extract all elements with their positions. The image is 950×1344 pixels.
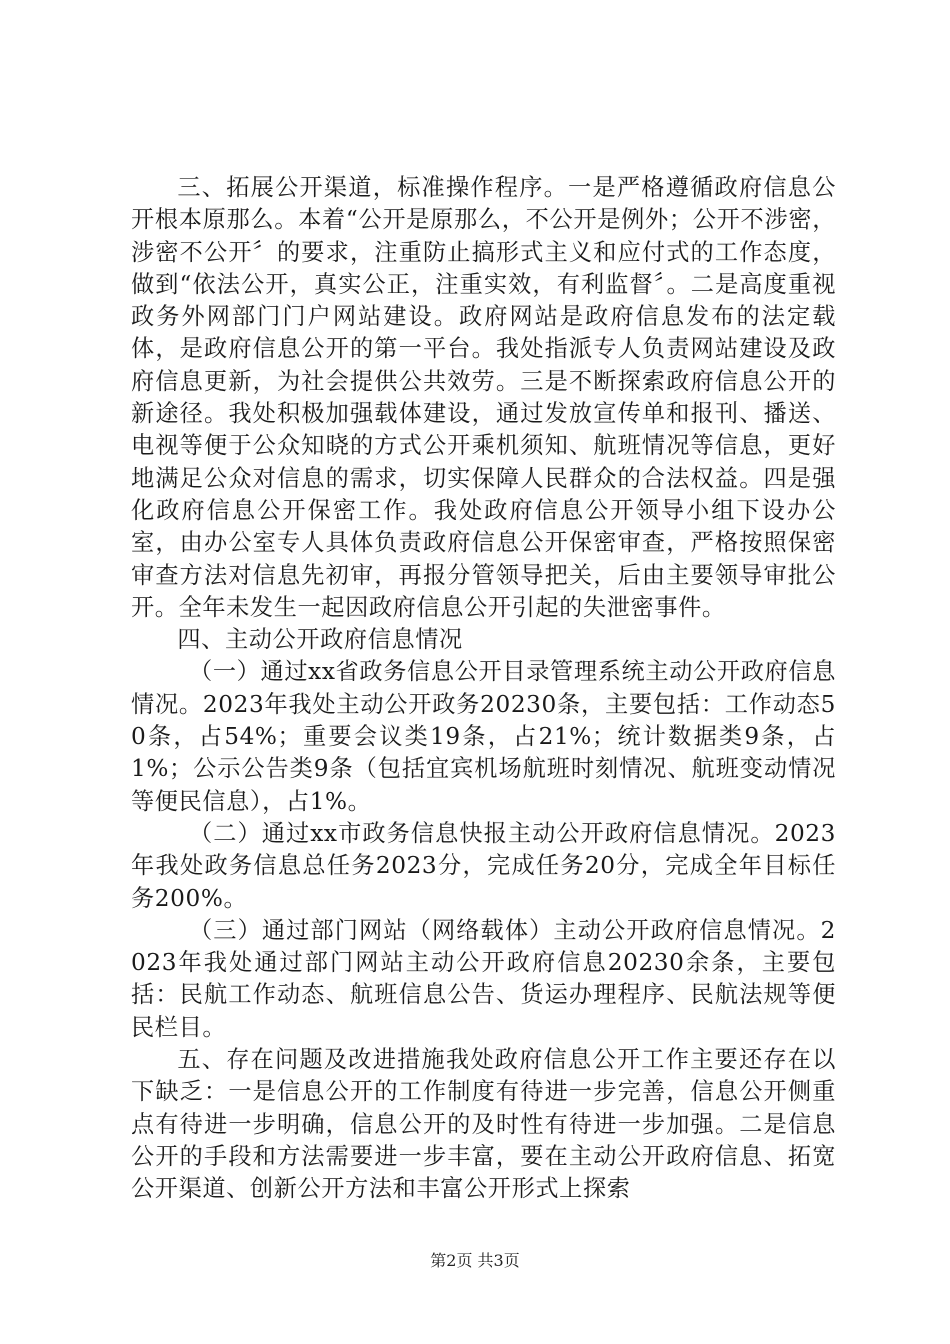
document-body	[131, 172, 836, 1206]
paragraph-section-5: 五、存在问题及改进措施我处政府信息公开工作主要还存在以下缺乏：一是信息公开的工作制度有待进一步完善，信息公开侧重点有待进一步明确，信息公开的及时性有待进一步加强。二是信息公开的手段和方法需要进一步丰富，要在主动公开政府信息、拓宽公开渠道、创新公开方法和丰富公开形式上探索	[131, 1046, 836, 1203]
paragraph-section-3: 三、拓展公开渠道，标准操作程序。一是严格遵循政府信息公开根本原那么。本着“公开是原那么，不公开是例外；公开不涉密，涉密不公开〞的要求，注重防止搞形式主义和应付式的工作态度，做到“依法公开，真实公正，注重实效，有利监督〞。二是高度重视政务外网部门门户网站建设。政府网站是政府信息发布的法定载体，是政府信息公开的第一平台。我处指派专人负责网站建设及政府信息更新，为社会提供公共效劳。三是不断探索政府信息公开的新途径。我处积极加强载体建设，通过发放宣传单和报刊、播送、电视等便于公众知晓的方式公开乘机须知、航班情况等信息，更好地满足公众对信息的需求，切实保障人民群众的合法权益。四是强化政府信息公开保密工作。我处政府信息公开领导小组下设办公室，由办公室专人具体负责政府信息公开保密审查，严格按照保密审查方法对信息先初审，再报分管领导把关，后由主要领导审批公开。全年未发生一起因政府信息公开引起的失泄密事件。	[131, 174, 836, 621]
paragraph-section-4-1: （一）通过xx省政务信息公开目录管理系统主动公开政府信息情况。2023年我处主动公开政务20230条，主要包括：工作动态50条，占54%；重要会议类19条，占21%；统计数据类9条，占1%；公示公告类9条（包括宜宾机场航班时刻情况、航班变动情况等便民信息），占1%。	[131, 658, 836, 815]
paragraph-section-4-3: （三）通过部门网站（网络载体）主动公开政府信息情况。2023年我处通过部门网站主动公开政府信息20230余条，主要包括：民航工作动态、航班信息公告、货运办理程序、民航法规等便民栏目。	[131, 916, 836, 1041]
heading-section-4: 四、主动公开政府信息情况	[177, 626, 463, 654]
paragraph-section-4-2: （二）通过xx市政务信息快报主动公开政府信息情况。2023年我处政务信息总任务2023分，完成任务20分，完成全年目标任务200%。	[131, 819, 836, 912]
page-number-footer: 第2页 共3页	[430, 1251, 520, 1270]
